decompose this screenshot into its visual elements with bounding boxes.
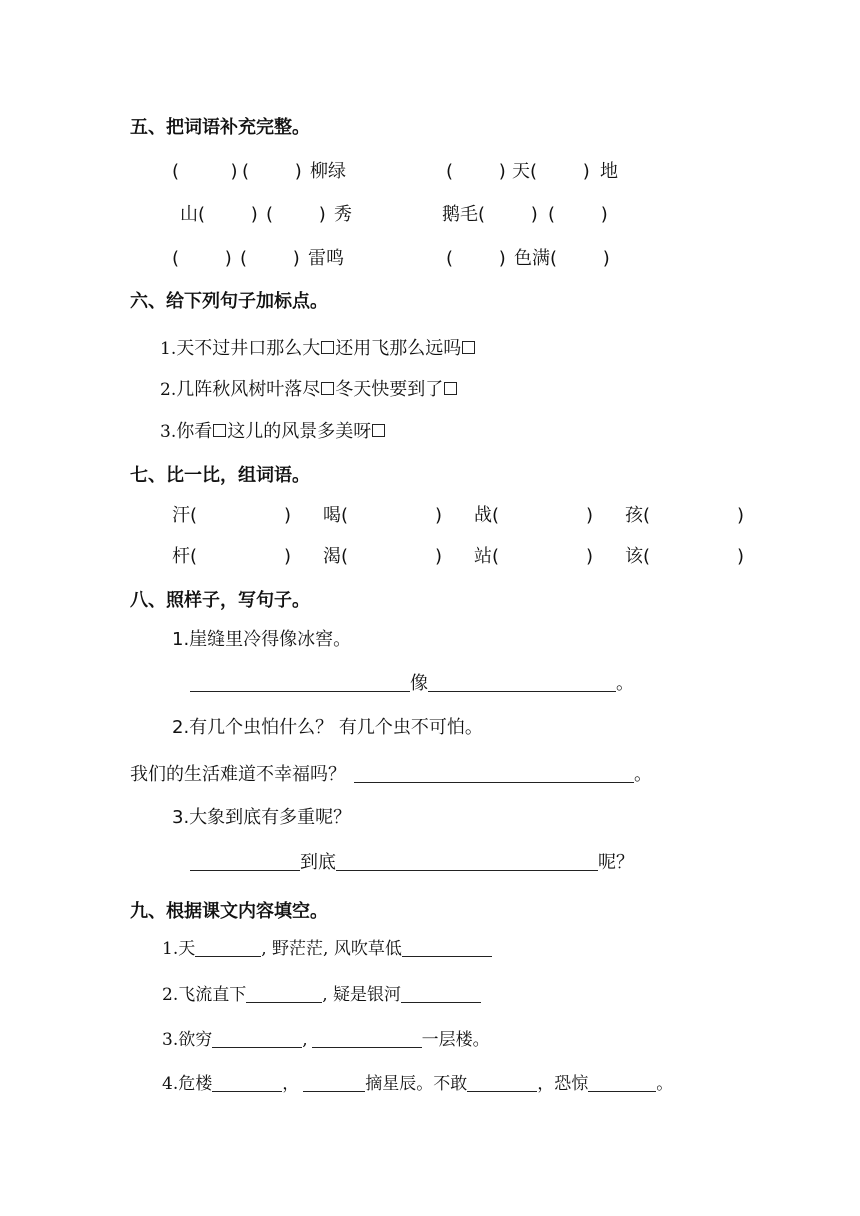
s5-word: 地 <box>600 161 618 182</box>
punct-box <box>213 424 226 437</box>
section8-heading: 八、照样子，写句子。 <box>130 590 310 611</box>
blank-line[interactable] <box>246 984 322 1003</box>
blank-line[interactable] <box>303 1073 365 1092</box>
s6-text: 你看 <box>176 421 213 442</box>
s5-row2-left: 山( ) ( ) 秀 <box>180 204 352 225</box>
s5-word: 雷鸣 <box>308 248 344 269</box>
s8-word: 我们的生活难道不幸福吗？ <box>130 764 346 785</box>
s7-item: 喝( ) <box>323 505 443 526</box>
s5-word: 天 <box>512 161 530 182</box>
s7-item: 杆( ) <box>172 546 292 567</box>
s6-sentence-1 <box>160 337 476 361</box>
blank-line[interactable] <box>336 852 598 871</box>
blank-line[interactable] <box>401 984 481 1003</box>
s9-line-4: 4.危楼 ， 摘星辰。不敢 ，恐惊 。 <box>162 1074 674 1094</box>
s6-num: 2. <box>160 380 177 400</box>
s8-answer-3 <box>190 851 634 875</box>
blank-line[interactable] <box>195 938 261 957</box>
s5-word: 色满 <box>514 248 550 269</box>
s9-line-2: 2.飞流直下 , 疑是银河 <box>162 983 481 1007</box>
s6-text: 几阵秋风树叶落尽 <box>176 379 321 400</box>
s6-text: 冬天快要到了 <box>335 379 444 400</box>
s6-text: 这儿的风景多美呀 <box>227 421 372 442</box>
blank-line[interactable] <box>212 1029 302 1048</box>
s8-answer-1 <box>190 672 634 696</box>
s6-num: 1. <box>160 339 177 359</box>
s5-row3-left: ( ) ( ) 雷鸣 <box>172 248 344 269</box>
blank-line[interactable] <box>190 673 410 692</box>
s7-item: 孩( ) <box>625 505 745 526</box>
s6-sentence-2 <box>160 378 458 402</box>
s5-word: 秀 <box>334 204 352 225</box>
s6-sentence-3 <box>160 420 386 444</box>
s5-word: 山 <box>180 204 198 225</box>
s5-row1-left: ( ) ( ) 柳绿 <box>172 161 346 182</box>
blank-line[interactable] <box>402 938 492 957</box>
punct-box <box>462 341 475 354</box>
s8-word: 。 <box>616 673 634 694</box>
punct-box <box>444 382 457 395</box>
s9-line-1: 1.天 , 野茫茫, 风吹草低 <box>162 937 492 961</box>
blank-line[interactable] <box>190 852 300 871</box>
s7-item: 渴( ) <box>323 546 443 567</box>
s5-word: 柳绿 <box>310 161 346 182</box>
s6-num: 3. <box>160 422 177 442</box>
section6-heading: 六、给下列句子加标点。 <box>130 291 328 312</box>
s8-word: 到底 <box>300 852 336 873</box>
section7-heading: 七、比一比，组词语。 <box>130 465 310 486</box>
s5-row1-right: ( ) 天( ) 地 <box>446 161 618 182</box>
s8-word: 呢？ <box>598 852 634 873</box>
s5-row2-right: 鹅毛( ) ( ) <box>442 204 608 225</box>
blank-line[interactable] <box>354 764 634 783</box>
s9-line-3: 3.欲穷 , 一层楼。 <box>162 1030 490 1050</box>
s8-example-3: 3.大象到底有多重呢？ <box>172 807 352 828</box>
s8-word: 。 <box>634 764 652 785</box>
punct-box <box>321 382 334 395</box>
blank-line[interactable] <box>428 673 616 692</box>
blank-line[interactable] <box>312 1029 422 1048</box>
punct-box <box>372 424 385 437</box>
s7-item: 汗( ) <box>172 505 292 526</box>
s5-word: 鹅毛 <box>442 204 478 225</box>
s6-text: 天不过井口那么大 <box>176 338 321 359</box>
blank-line[interactable] <box>588 1073 656 1092</box>
s6-text: 还用飞那么远吗 <box>335 338 462 359</box>
s8-answer-2 <box>130 763 652 787</box>
blank-line[interactable] <box>212 1073 282 1092</box>
s7-item: 站( ) <box>474 546 594 567</box>
punct-box <box>321 341 334 354</box>
s7-item: 该( ) <box>625 546 745 567</box>
section5-heading: 五、把词语补充完整。 <box>130 117 310 138</box>
section9-heading: 九、根据课文内容填空。 <box>130 901 328 922</box>
s7-item: 战( ) <box>474 505 594 526</box>
s8-example-1: 1.崖缝里冷得像冰窖。 <box>172 629 352 650</box>
s5-row3-right: ( ) 色满( ) <box>446 248 610 269</box>
s8-word: 像 <box>410 673 428 694</box>
blank-line[interactable] <box>467 1073 537 1092</box>
s8-example-2: 2.有几个虫怕什么？ 有几个虫不可怕。 <box>172 717 483 738</box>
